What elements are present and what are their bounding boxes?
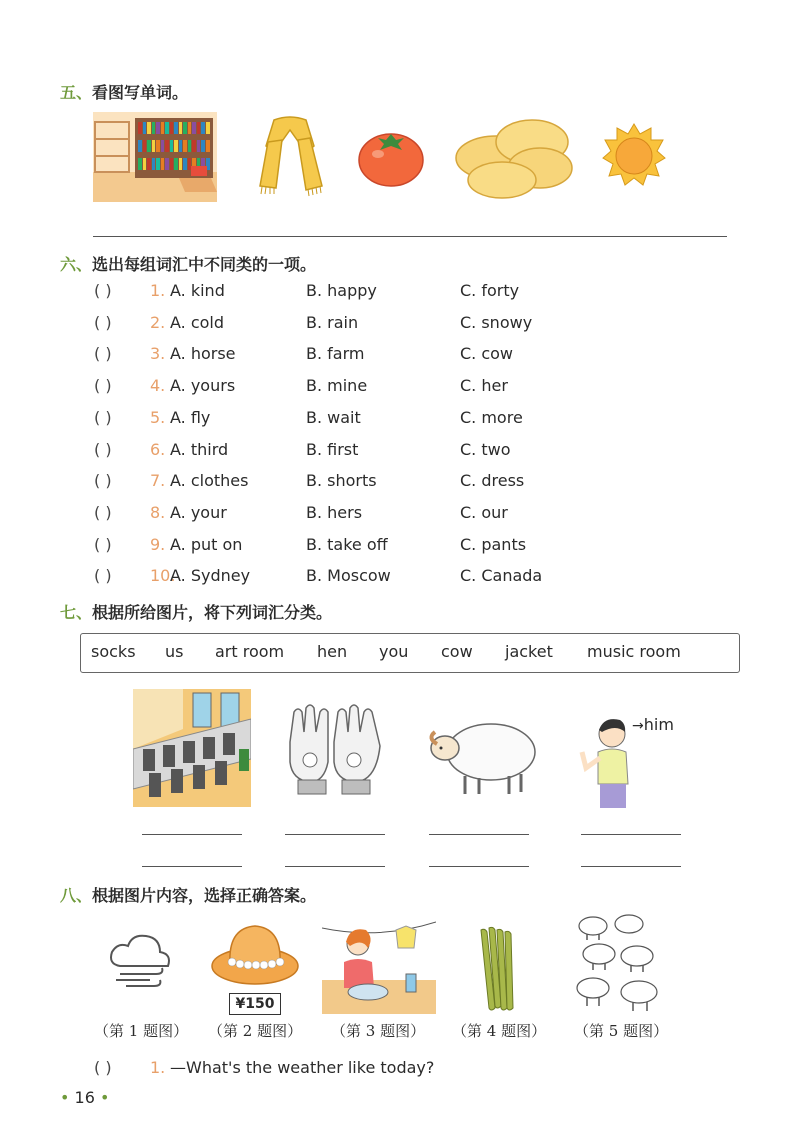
word-bank-word: you: [379, 642, 409, 661]
question-text: —What's the weather like today?: [170, 1058, 435, 1077]
answer-blank[interactable]: ( ): [94, 1058, 112, 1077]
option-a: A. cold: [170, 312, 225, 332]
answer-blank[interactable]: ( ): [94, 407, 112, 427]
option-b: B. take off: [306, 534, 388, 554]
caption-picture-1: （第 1 题图）: [94, 1022, 189, 1040]
option-b: B. first: [306, 439, 359, 459]
caption-picture-5: （第 5 题图）: [574, 1022, 669, 1040]
answer-blank[interactable]: ( ): [94, 312, 112, 332]
classroom-picture: [133, 689, 251, 807]
option-b: B. mine: [306, 376, 368, 396]
price-tag: ¥150: [229, 993, 281, 1015]
option-b: B. Moscow: [306, 566, 391, 586]
answer-blank[interactable]: ( ): [94, 439, 112, 459]
option-a: A. third: [170, 439, 229, 459]
option-b: B. hers: [306, 502, 363, 522]
answer-line[interactable]: [142, 834, 242, 835]
tomato-picture: [356, 126, 426, 188]
word-bank: [80, 633, 740, 673]
option-a: A. horse: [170, 344, 236, 364]
caption-picture-3: （第 3 题图）: [331, 1022, 426, 1040]
section-7-title: 七、根据所给图片，将下列词汇分类。: [60, 603, 333, 622]
answer-blank[interactable]: ( ): [94, 281, 112, 300]
option-c: C. Canada: [460, 566, 543, 586]
sheep-flock-picture: [573, 912, 667, 1014]
answer-blank[interactable]: ( ): [94, 534, 112, 554]
answer-blank[interactable]: ( ): [94, 344, 112, 364]
arrow-right-icon: →: [632, 718, 644, 734]
word-bank-word: hen: [317, 642, 348, 661]
option-c: C. pants: [460, 534, 527, 554]
sheep-picture: [425, 712, 539, 798]
word-bank-word: socks: [91, 642, 136, 661]
option-b: B. farm: [306, 344, 365, 364]
section-8-title: 八、根据图片内容，选择正确答案。: [60, 886, 317, 905]
answer-blank[interactable]: ( ): [94, 566, 112, 586]
question-number: 6.: [150, 439, 166, 459]
answer-line[interactable]: [429, 834, 529, 835]
question-number: 8.: [150, 502, 166, 522]
answer-line[interactable]: [581, 834, 681, 835]
answer-blank[interactable]: ( ): [94, 502, 112, 522]
option-a: A. your: [170, 502, 227, 522]
girl-washing-picture: [322, 918, 436, 1014]
him-label: →him: [632, 715, 674, 734]
caption-picture-2: （第 2 题图）: [208, 1022, 303, 1040]
section-5-title: 五、看图写单词。: [60, 83, 189, 102]
windy-cloud-picture: [106, 930, 176, 990]
option-a: A. clothes: [170, 471, 249, 491]
option-a: A. yours: [170, 376, 236, 396]
word-bank-word: jacket: [505, 642, 553, 661]
word-bank-word: cow: [441, 642, 473, 661]
option-c: C. two: [460, 439, 511, 459]
beans-picture: [475, 924, 521, 1014]
option-b: B. rain: [306, 312, 359, 332]
question-number: 2.: [150, 312, 166, 332]
option-a: A. Sydney: [170, 566, 251, 586]
page-number: • 16 •: [60, 1088, 110, 1107]
word-bank-word: music room: [587, 642, 681, 661]
question-number: 1.: [150, 281, 166, 300]
question-number: 4.: [150, 376, 166, 396]
library-picture: [93, 112, 217, 202]
question-number: 3.: [150, 344, 166, 364]
option-c: C. cow: [460, 344, 514, 364]
answer-line[interactable]: [581, 866, 681, 867]
answer-blank[interactable]: ( ): [94, 471, 112, 491]
gloves-picture: [284, 702, 384, 798]
word-bank-word: us: [165, 642, 184, 661]
dot-icon: •: [99, 1088, 110, 1107]
boy-picture: [576, 712, 640, 812]
question-number: 10.: [150, 566, 176, 586]
scarf-picture: [254, 116, 326, 198]
option-c: C. snowy: [460, 312, 533, 332]
option-c: C. more: [460, 407, 523, 427]
option-c: C. our: [460, 502, 508, 522]
option-c: C. her: [460, 376, 508, 396]
question-number: 7.: [150, 471, 166, 491]
answer-line[interactable]: [285, 866, 385, 867]
option-b: B. happy: [306, 281, 377, 300]
option-a: A. put on: [170, 534, 243, 554]
word-bank-word: art room: [215, 642, 285, 661]
hat-picture: [210, 920, 300, 990]
option-b: B. shorts: [306, 471, 377, 491]
caption-picture-4: （第 4 题图）: [452, 1022, 547, 1040]
option-a: A. fly: [170, 407, 211, 427]
sun-picture: [601, 122, 667, 188]
potatoes-picture: [452, 114, 576, 200]
question-number: 1.: [150, 1058, 166, 1077]
option-a: A. kind: [170, 281, 225, 300]
answer-line[interactable]: [429, 866, 529, 867]
question-number: 5.: [150, 407, 166, 427]
option-c: C. forty: [460, 281, 520, 300]
section-6-title: 六、选出每组词汇中不同类的一项。: [60, 255, 317, 274]
question-number: 9.: [150, 534, 166, 554]
dot-icon: •: [60, 1088, 70, 1107]
answer-line[interactable]: [285, 834, 385, 835]
option-b: B. wait: [306, 407, 361, 427]
option-c: C. dress: [460, 471, 525, 491]
answer-line[interactable]: [142, 866, 242, 867]
answer-blank[interactable]: ( ): [94, 376, 112, 396]
answer-line-section5[interactable]: [93, 236, 727, 237]
